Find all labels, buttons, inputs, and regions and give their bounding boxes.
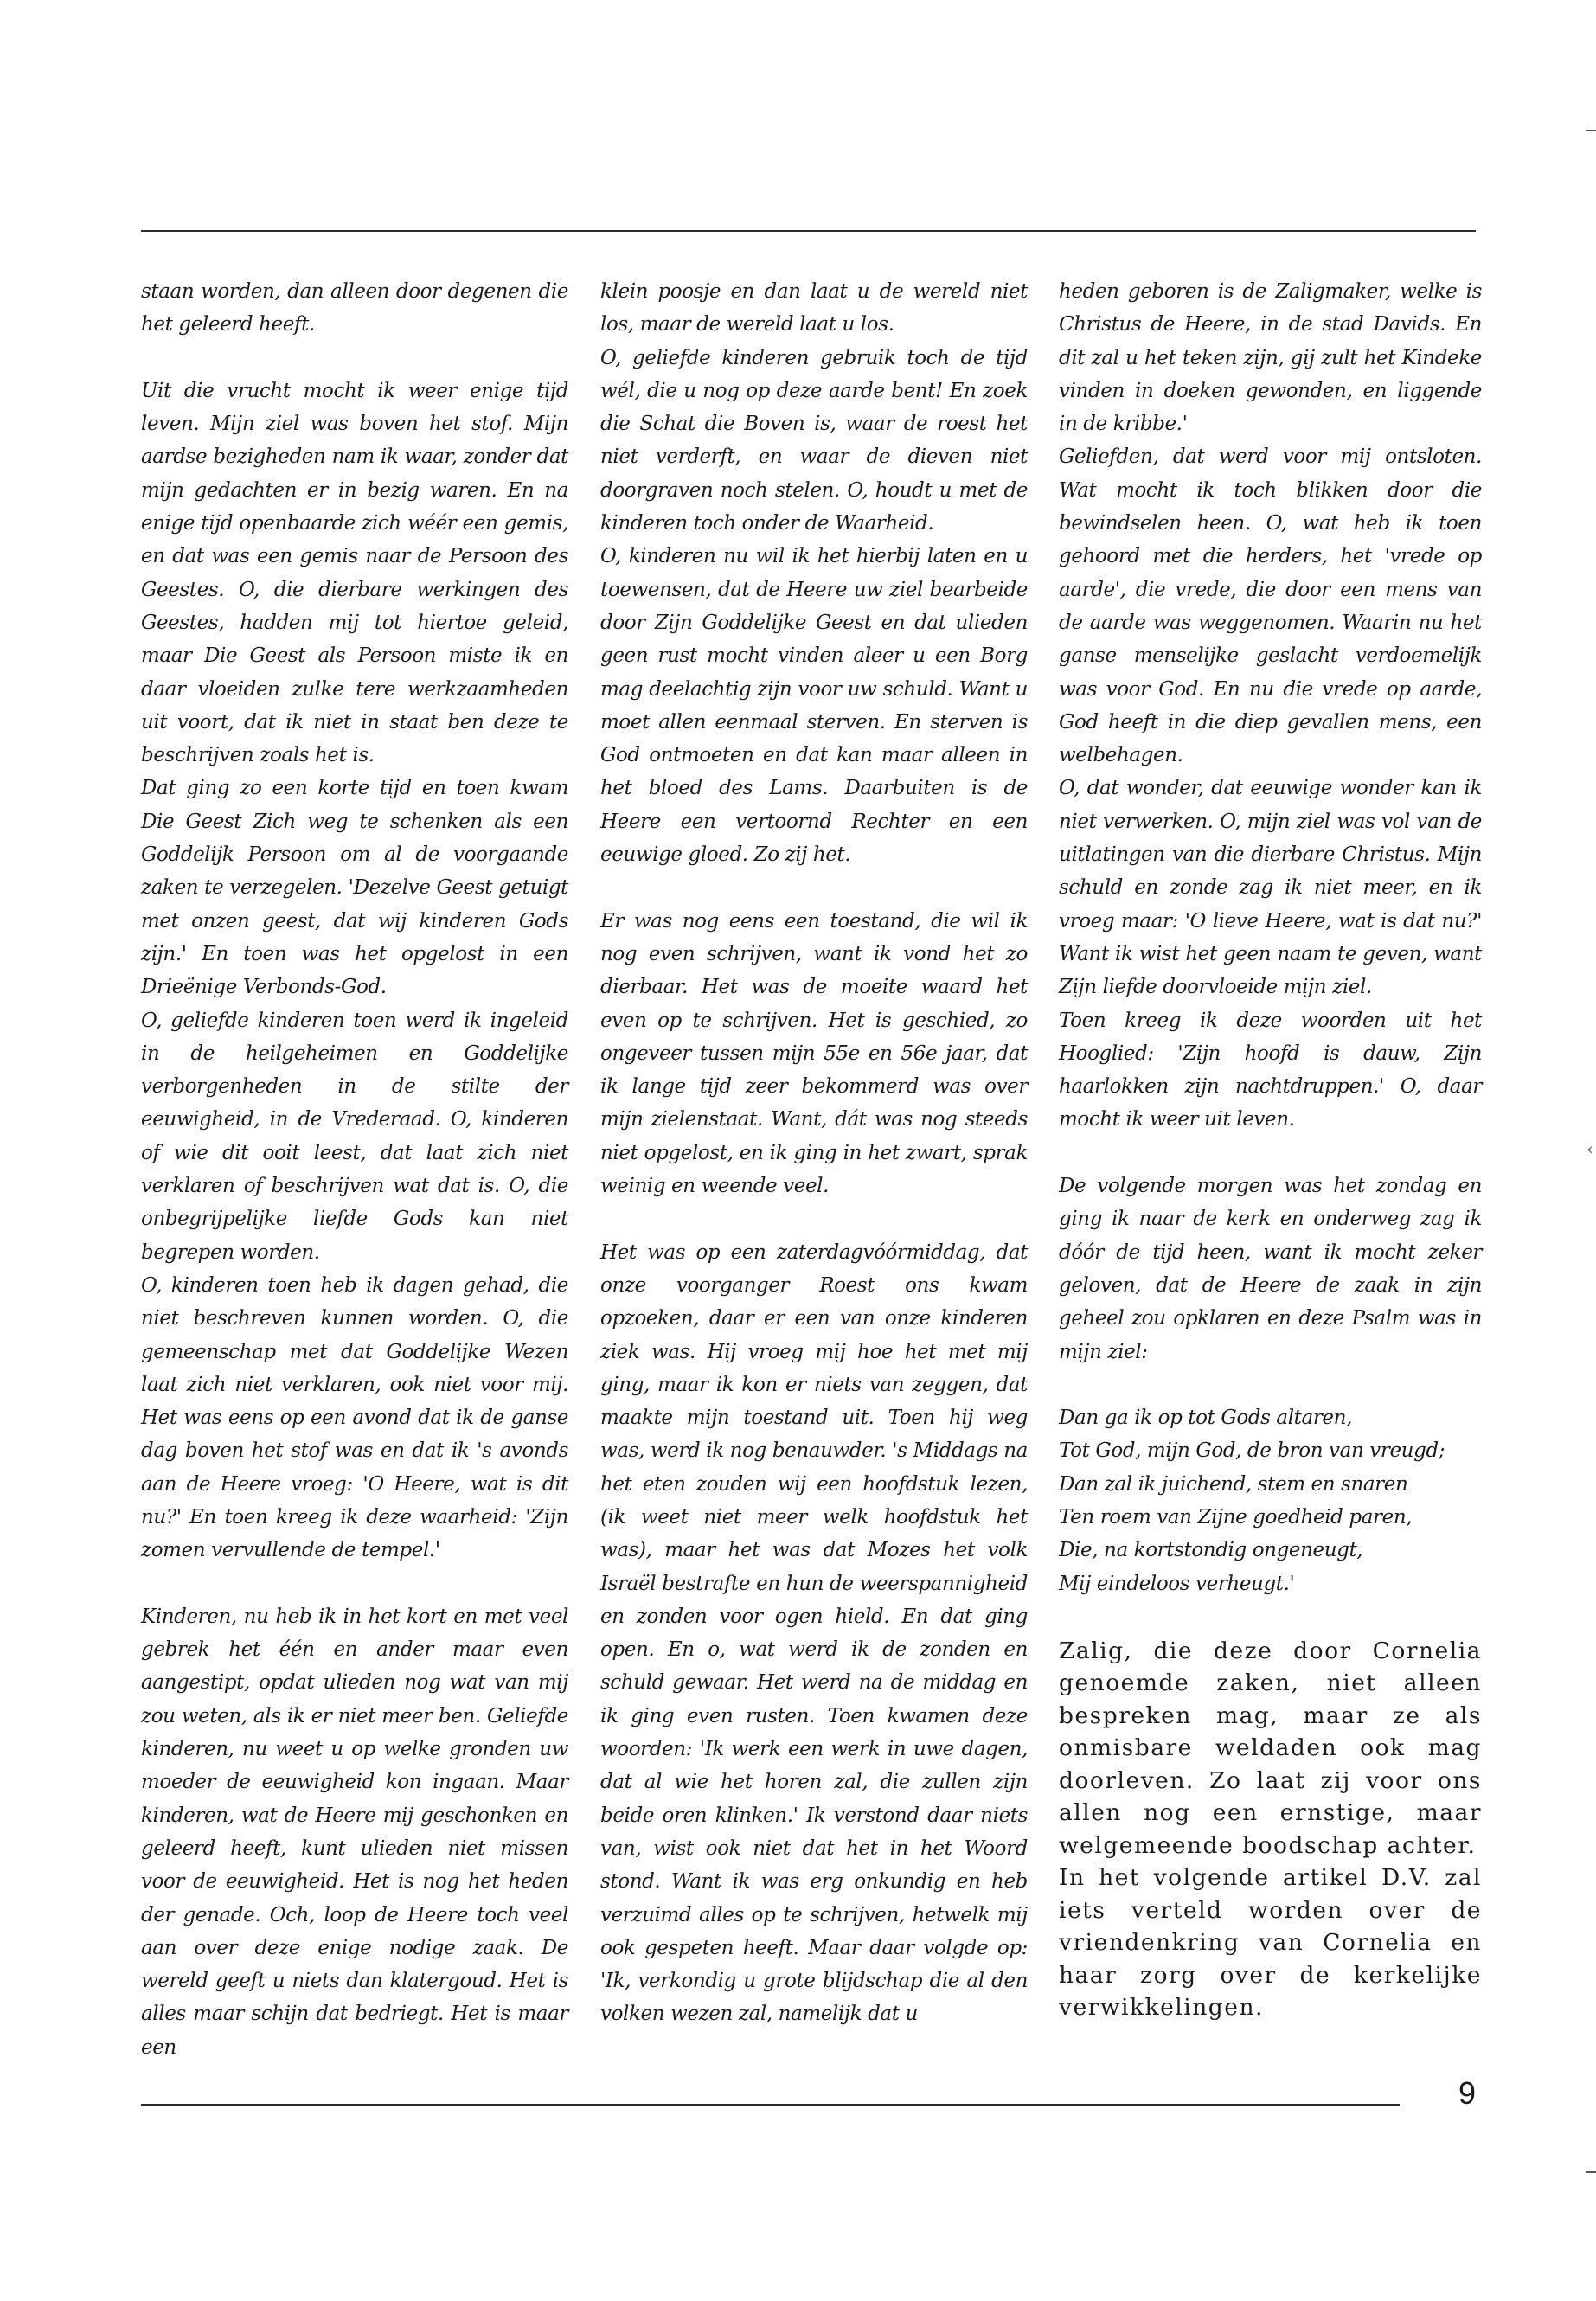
paragraph: Het was op een zaterdagvóórmiddag, dat onze voorganger Roest ons kwam opzoeken, daar er een van onze kinderen ziek was. Hij vroeg mij hoe het met mij ging, maar ik kon er niets van zeggen, dat maakte mijn toestand uit. Toen hij weg was, werd ik nog benauwder. 's Middags na het eten zouden wij een hoofdstuk lezen, (ik weet niet meer welk hoofdstuk het was), maar het was dat Mozes het volk Israël bestrafte en hun de weerspannigheid en zonden voor ogen hield. En dat ging open. En o, wat werd ik de zonden en schuld gewaar. Het werd na de middag en ik ging even rusten. Toen kwamen deze woorden: 'Ik werk een werk in uwe dagen, dat al wie het horen zal, die zullen zijn beide oren klinken.' Ik verstond daar niets van, wist ook niet dat het in het Woord stond. Want ik was erg onkundig en heb verzuimd alles op te schrijven, hetwelk mij ook gespeten heeft. Maar daar volgde op: 'Ik, verkondig u grote blijdschap die al den volken wezen zal, namelijk dat u	[600, 1240, 1028, 2026]
column-middle	[600, 275, 1028, 2031]
column-right	[1059, 275, 1482, 2024]
paragraph: Er was nog eens een toestand, die wil ik nog even schrijven, want ik vond het zo dierbaar. Het was de moeite waard het even op te schrijven. Het is geschied, zo ongeveer tussen mijn 55e en 56e jaar, dat ik lange tijd zeer bekommerd was over mijn zielenstaat. Want, dát was nog steeds niet opgelost, en ik ging in het zwart, sprak weinig en weende veel.	[600, 909, 1028, 1198]
top-rule	[141, 230, 1476, 232]
paragraph: Toen kreeg ik deze woorden uit het Hooglied: 'Zijn hoofd is dauw, Zijn haarlokken zijn nachtdruppen.' O, daar mocht ik weer uit leven.	[1059, 1009, 1482, 1131]
psalm-quote	[1059, 1401, 1482, 1600]
paragraph: Uit die vrucht mocht ik weer enige tijd leven. Mijn ziel was boven het stof. Mijn aardse bezigheden nam ik waar, zonder dat mijn gedachten er in bezig waren. En na enige tijd openbaarde zich wéér een gemis, en dat was een gemis naar de Persoon des Geestes. O, die dierbare werkingen des Geestes, hadden mij tot hiertoe geleid, maar Die Geest als Persoon miste ik en daar vloeiden zulke tere werkzaamheden uit voort, dat ik niet in staat ben deze te beschrijven zoals het is.	[141, 379, 568, 767]
paragraph: Dat ging zo een korte tijd en toen kwam Die Geest Zich weg te schenken als een Goddelijk Persoon om al de voorgaande zaken te verzegelen. 'Dezelve Geest getuigt met onzen geest, dat wij kinderen Gods zijn.' En toen was het opgelost in een Drieënige Verbonds-God.	[141, 777, 568, 999]
column-left	[141, 275, 568, 2064]
page-number: 9	[1458, 2075, 1477, 2111]
poem-line: Dan zal ik juichend, stem en snaren	[1059, 1472, 1408, 1496]
crop-mark-top	[1586, 130, 1596, 131]
poem-line: Die, na kortstondig ongeneugt,	[1059, 1539, 1363, 1562]
paragraph: O, kinderen nu wil ik het hierbij laten en u toewensen, dat de Heere uw ziel bearbeide door Zijn Goddelijke Geest en dat ulieden geen rust mocht vinden aleer u een Borg mag deelachtig zijn voor uw schuld. Want u moet allen eenmaal sterven. En sterven is God ontmoeten en dat kan maar alleen in het bloed des Lams. Daarbuiten is de Heere een vertoornd Rechter en een eeuwige gloed. Zo zij het.	[600, 545, 1028, 867]
paragraph: O, geliefde kinderen toen werd ik ingeleid in de heilgeheimen en Goddelijke verborgenheden in de stilte der eeuwigheid, in de Vrederaad. O, kinderen of wie dit ooit leest, dat laat zich niet verklaren of beschrijven wat dat is. O, die onbegrijpelijke liefde Gods kan niet begrepen worden.	[141, 1009, 568, 1264]
paragraph: klein poosje en dan laat u de wereld niet los, maar de wereld laat u los.	[600, 280, 1028, 336]
crop-mark-middle: ‹	[1586, 1138, 1593, 1159]
bottom-rule	[141, 2104, 1400, 2106]
paragraph: O, dat wonder, dat eeuwige wonder kan ik niet verwerken. O, mijn ziel was vol van de uitlatingen van die dierbare Christus. Mijn schuld en zonde zag ik niet meer, en ik vroeg maar: 'O lieve Heere, wat is dat nu?' Want ik wist het geen naam te geven, want Zijn liefde doorvloeide mijn ziel.	[1059, 777, 1482, 999]
paragraph: staan worden, dan alleen door degenen die het geleerd heeft.	[141, 280, 568, 336]
poem-line: Mij eindeloos verheugt.'	[1059, 1572, 1295, 1595]
crop-mark-bottom	[1586, 2171, 1596, 2173]
poem-line: Tot God, mijn God, de bron van vreugd;	[1059, 1439, 1445, 1463]
paragraph: Kinderen, nu heb ik in het kort en met veel gebrek het één en ander maar even aangestipt, opdat ulieden nog wat van mij zou weten, als ik er niet meer ben. Geliefde kinderen, nu weet u op welke gronden uw moeder de eeuwigheid kon ingaan. Maar kinderen, wat de Heere mij geschonken en geleerd heeft, kunt ulieden niet missen voor de eeuwigheid. Het is nog het heden der genade. Och, loop de Heere toch veel aan over deze enige nodige zaak. De wereld geeft u niets dan klatergoud. Het is alles maar schijn dat bedriegt. Het is maar een	[141, 1605, 568, 2059]
paragraph: Geliefden, dat werd voor mij ontsloten. Wat mocht ik toch blikken door die bewindselen heen. O, wat heb ik toen gehoord met die herders, het 'vrede op aarde', die vrede, die door een mens van de aarde was weggenomen. Waarin nu het ganse menselijke geslacht verdoemelijk was voor God. En nu die vrede op aarde, God heeft in die diep gevallen mens, een welbehagen.	[1059, 445, 1482, 767]
paragraph: De volgende morgen was het zondag en ging ik naar de kerk en onderweg zag ik dóór de tijd heen, want ik mocht zeker geloven, dat de Heere de zaak in zijn geheel zou opklaren en deze Psalm was in mijn ziel:	[1059, 1175, 1482, 1363]
paragraph: heden geboren is de Zaligmaker, welke is Christus de Heere, in de stad Davids. En dit zal u het teken zijn, gij zult het Kindeke vinden in doeken gewonden, en liggende in de kribbe.'	[1059, 280, 1482, 436]
paragraph: O, geliefde kinderen gebruik toch de tijd wél, die u nog op deze aarde bent! En zoek die Schat die Boven is, waar de roest het niet verderft, en waar de dieven niet doorgraven noch stelen. O, houdt u met de kinderen toch onder de Waarheid.	[600, 346, 1028, 535]
poem-line: Ten roem van Zijne goedheid paren,	[1059, 1505, 1413, 1529]
paragraph: In het volgende artikel D.V. zal iets verteld worden over de vriendenkring van Cornelia en haar zorg over de kerkelijke verwikkelingen.	[1059, 1864, 1482, 2022]
poem-line: Dan ga ik op tot Gods altaren,	[1059, 1407, 1352, 1430]
paragraph: O, kinderen toen heb ik dagen gehad, die niet beschreven kunnen worden. O, die gemeenschap met dat Goddelijke Wezen laat zich niet verklaren, ook niet voor mij. Het was eens op een avond dat ik de ganse dag boven het stof was en dat ik 's avonds aan de Heere vroeg: 'O Heere, wat is dit nu?' En toen kreeg ik deze waarheid: 'Zijn zomen vervullende de tempel.'	[141, 1273, 568, 1562]
paragraph: Zalig, die deze door Cornelia genoemde zaken, niet alleen bespreken mag, maar ze als onmisbare weldaden ook mag doorleven. Zo laat zij voor ons allen nog een ernstige, maar welgemeende boodschap achter.	[1059, 1637, 1482, 1859]
closing-note	[1059, 1635, 1482, 2024]
